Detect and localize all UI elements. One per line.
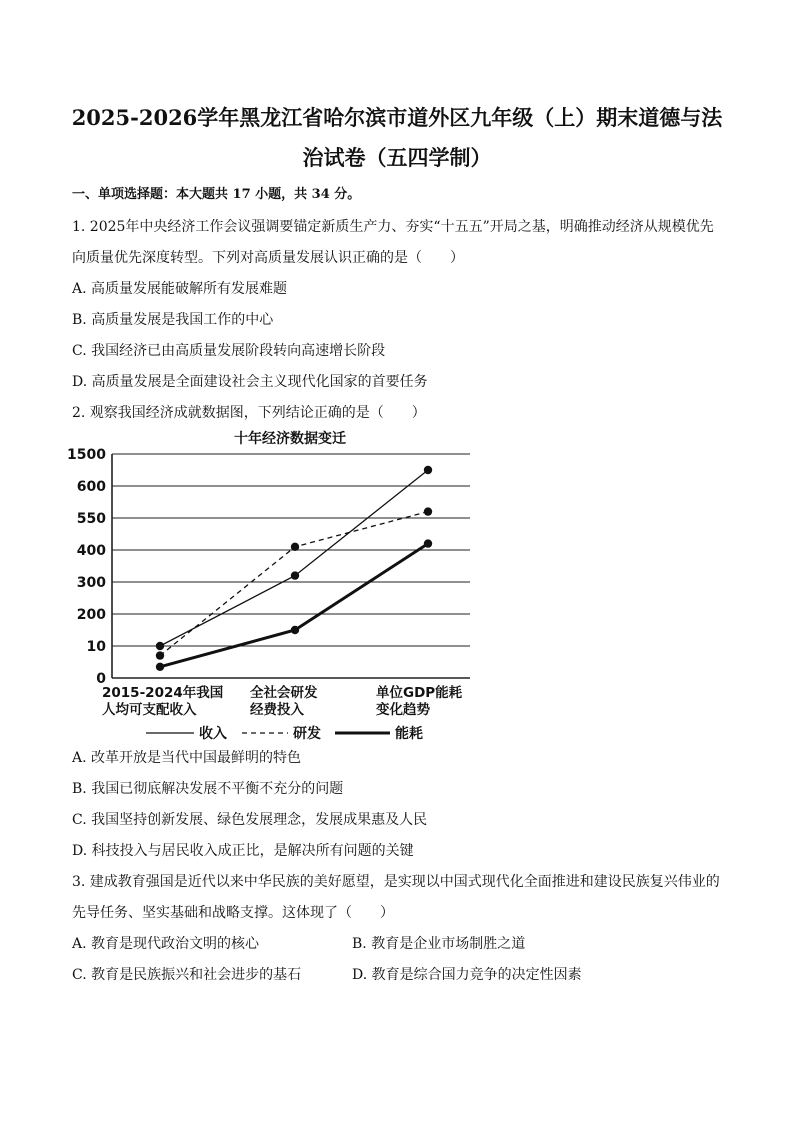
q3-option-c: C. 教育是民族振兴和社会进步的基石 xyxy=(72,967,302,983)
q1-stem-line2: 向质量优先深度转型。下列对高质量发展认识正确的是（ ） xyxy=(72,250,464,266)
data-point xyxy=(424,539,432,547)
legend-label: 能耗 xyxy=(395,726,423,742)
y-tick-label: 200 xyxy=(76,607,106,623)
q2-stem: 2. 观察我国经济成就数据图，下列结论正确的是（ ） xyxy=(72,405,426,421)
q2-option-d: D. 科技投入与居民收入成正比，是解决所有问题的关键 xyxy=(72,843,414,859)
data-point xyxy=(291,626,299,634)
y-tick-label: 550 xyxy=(76,511,106,527)
q1-option-b: B. 高质量发展是我国工作的中心 xyxy=(72,312,274,328)
q3-option-a: A. 教育是现代政治文明的核心 xyxy=(72,936,260,952)
data-point xyxy=(424,507,432,515)
data-point xyxy=(156,642,164,650)
x-category-label: 2015-2024年我国 xyxy=(102,685,224,701)
data-point xyxy=(291,571,299,579)
q2-option-c: C. 我国坚持创新发展、绿色发展理念，发展成果惠及人民 xyxy=(72,812,428,828)
q2-option-b: B. 我国已彻底解决发展不平衡不充分的问题 xyxy=(72,781,344,797)
y-tick-label: 600 xyxy=(76,479,106,495)
q1-stem-line1: 1. 2025年中央经济工作会议强调要锚定新质生产力、夯实“十五五”开局之基，明确推动经济从规模优先 xyxy=(72,219,714,235)
q1-option-a: A. 高质量发展能破解所有发展难题 xyxy=(72,281,288,297)
q3-option-b: B. 教育是企业市场制胜之道 xyxy=(352,936,526,952)
data-point xyxy=(291,543,299,551)
section-heading: 一、单项选择题：本大题共 17 小题，共 34 分。 xyxy=(72,187,361,202)
q3-stem-line1: 3. 建成教育强国是近代以来中华民族的美好愿望，是实现以中国式现代化全面推进和建设民族复兴伟业的 xyxy=(72,874,720,890)
x-category-label: 全社会研发 xyxy=(250,685,318,701)
data-point xyxy=(156,651,164,659)
y-tick-label: 300 xyxy=(76,575,106,591)
x-category-label: 变化趋势 xyxy=(376,702,430,718)
legend-label: 研发 xyxy=(293,726,321,742)
y-tick-label: 400 xyxy=(76,543,106,559)
exam-title-line2: 治试卷（五四学制） xyxy=(302,145,492,170)
data-point xyxy=(424,466,432,474)
x-category-label: 单位GDP能耗 xyxy=(376,685,463,701)
q2-option-a: A. 改革开放是当代中国最鲜明的特色 xyxy=(72,750,302,766)
exam-title-line1: 2025-2026学年黑龙江省哈尔滨市道外区九年级（上）期末道德与法 xyxy=(71,105,723,130)
y-tick-label: 0 xyxy=(96,671,106,687)
q3-option-d: D. 教育是综合国力竞争的决定性因素 xyxy=(352,967,582,983)
legend-label: 收入 xyxy=(199,726,227,742)
y-tick-label: 1500 xyxy=(67,447,106,463)
x-category-label: 人均可支配收入 xyxy=(102,702,197,718)
q3-stem-line2: 先导任务、坚实基础和战略支撑。这体现了（ ） xyxy=(72,905,394,921)
x-category-label: 经费投入 xyxy=(250,702,304,718)
data-point xyxy=(156,663,164,671)
q1-option-c: C. 我国经济已由高质量发展阶段转向高速增长阶段 xyxy=(72,343,386,359)
y-tick-label: 10 xyxy=(86,639,106,655)
chart-title: 十年经济数据变迁 xyxy=(234,431,346,447)
q1-option-d: D. 高质量发展是全面建设社会主义现代化国家的首要任务 xyxy=(72,374,428,390)
economy-line-chart xyxy=(60,424,500,746)
series-line-能耗 xyxy=(160,544,428,667)
series-line-收入 xyxy=(160,470,428,646)
